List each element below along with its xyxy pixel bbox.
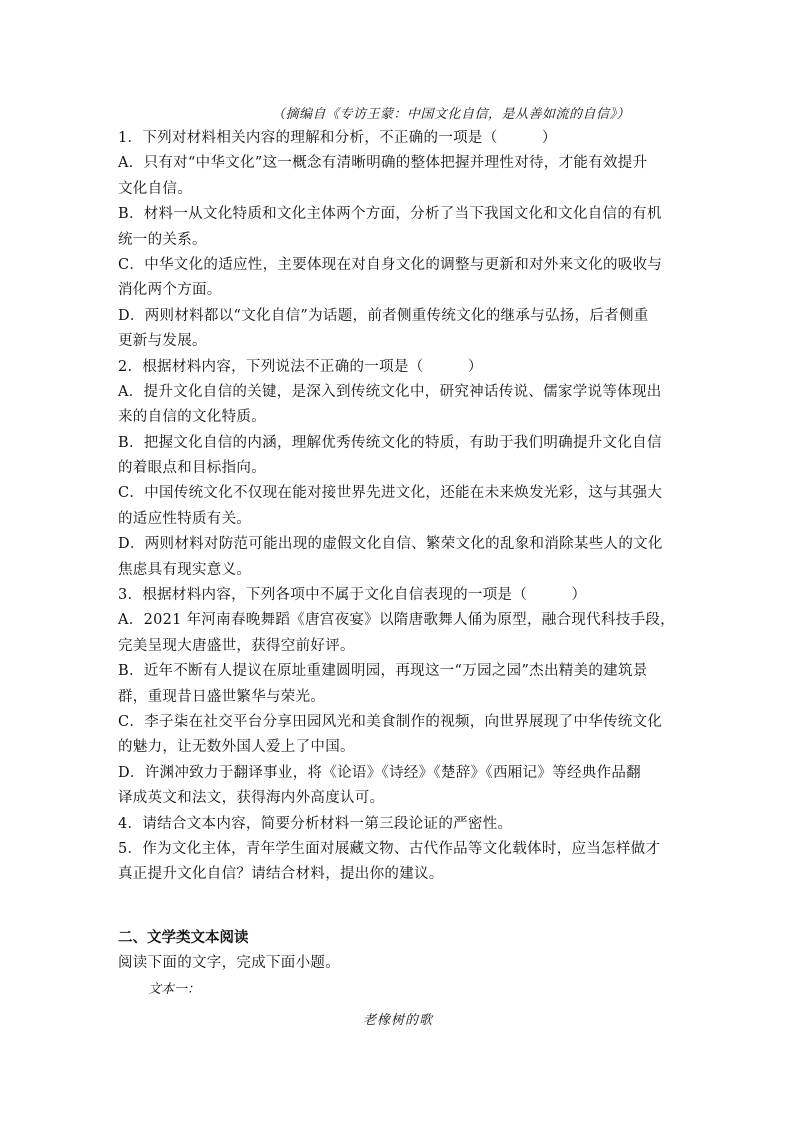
- reading-instruction: 阅读下面的文字，完成下面小题。: [118, 955, 340, 972]
- question-5: 5．作为文化主体，青年学生面对展藏文物、古代作品等文化载体时，应当怎样做才: [118, 840, 661, 857]
- q2-option-a-cont: 来的自信的文化特质。: [118, 409, 266, 426]
- q2-option-a: A．提升文化自信的关键，是深入到传统文化中，研究神话传说、儒家学说等体现出: [118, 383, 662, 400]
- question-3-stem: 3．根据材料内容，下列各项中不属于文化自信表现的一项是（ ）: [118, 587, 587, 604]
- questions-block: [118, 126, 678, 1033]
- q3-option-d: D．许渊冲致力于翻译事业，将《论语》《诗经》《楚辞》《西厢记》等经典作品翻: [118, 764, 641, 781]
- q2-option-d: D．两则材料对防范可能出现的虚假文化自信、繁荣文化的乱象和消除某些人的文化: [118, 536, 663, 553]
- section-title: 二、文学类文本阅读: [118, 929, 249, 946]
- question-5-cont: 真正提升文化自信？请结合材料，提出你的建议。: [118, 866, 444, 883]
- q1-option-d-cont: 更新与发展。: [118, 333, 207, 350]
- q3-option-b: B．近年不断有人提议在原址重建圆明园，再现这一“万园之园”杰出精美的建筑景: [118, 663, 648, 680]
- text-label: 文本一：: [148, 981, 201, 997]
- q2-option-d-cont: 焦虑具有现实意义。: [118, 561, 252, 578]
- q1-option-a: A．只有对“中华文化”这一概念有清晰明确的整体把握并理性对待，才能有效提升: [118, 155, 648, 172]
- q3-option-d-cont: 译成英文和法文，获得海内外高度认可。: [118, 790, 385, 807]
- q1-option-c: C．中华文化的适应性，主要体现在对自身文化的调整与更新和对外来文化的吸收与: [118, 256, 663, 273]
- q3-option-c: C．李子柒在社交平台分享田园风光和美食制作的视频，向世界展现了中华传统文化: [118, 713, 663, 730]
- spacer: [118, 888, 678, 926]
- q1-option-d: D．两则材料都以“文化自信”为话题，前者侧重传统文化的继承与弘扬，后者侧重: [118, 307, 649, 324]
- source-note: （摘编自《专访王蒙：中国文化自信，是从善如流的自信》）: [272, 107, 631, 122]
- q2-option-b-cont: 的着眼点和目标指向。: [118, 460, 266, 477]
- question-2-stem: 2．根据材料内容，下列说法不正确的一项是（ ）: [118, 358, 483, 375]
- q2-option-c-cont: 的适应性特质有关。: [118, 510, 252, 527]
- q1-option-b-cont: 统一的关系。: [118, 231, 207, 248]
- q3-option-a: A．2021 年河南春晚舞蹈《唐宫夜宴》以隋唐歌舞人俑为原型，融合现代科技手段，: [118, 612, 675, 629]
- q1-option-b: B．材料一从文化特质和文化主体两个方面，分析了当下我国文化和文化自信的有机: [118, 206, 662, 223]
- q1-option-c-cont: 消化两个方面。: [118, 282, 222, 299]
- q2-option-b: B．把握文化自信的内涵，理解优秀传统文化的特质，有助于我们明确提升文化自信: [118, 434, 662, 451]
- question-4: 4．请结合文本内容，简要分析材料一第三段论证的严密性。: [118, 815, 513, 832]
- q2-option-c: C．中国传统文化不仅现在能对接世界先进文化，还能在未来焕发光彩，这与其强大: [118, 485, 663, 502]
- q3-option-b-cont: 群，重现昔日盛世繁华与荣光。: [118, 688, 326, 705]
- q3-option-c-cont: 的魅力，让无数外国人爱上了中国。: [118, 739, 355, 756]
- q3-option-a-cont: 完美呈现大唐盛世，获得空前好评。: [118, 637, 355, 654]
- story-title: 老橡树的歌: [362, 1012, 433, 1028]
- question-1-stem: 1．下列对材料相关内容的理解和分析，不正确的一项是（ ）: [118, 130, 557, 146]
- q1-option-a-cont: 文化自信。: [118, 180, 192, 197]
